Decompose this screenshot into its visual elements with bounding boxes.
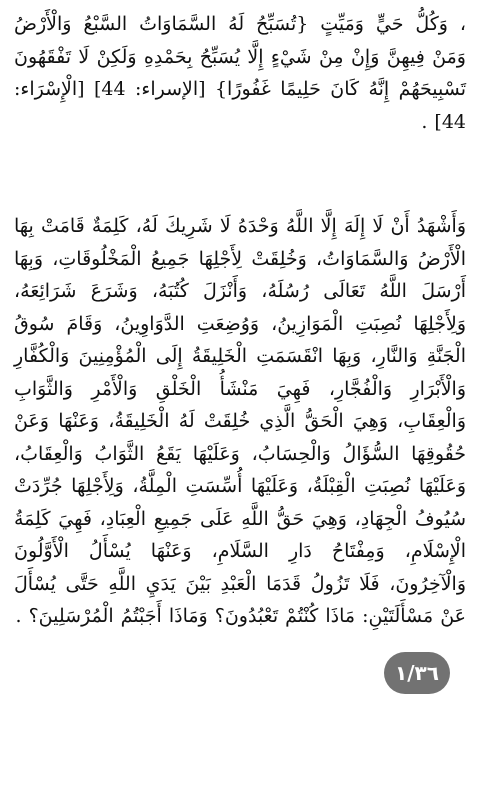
paragraph-shahada: وَأَشْهَدُ أَنْ لَا إِلَهَ إِلَّا اللَّهُ وَحْدَهُ لَا شَرِيكَ لَهُ، كَلِمَةٌ قَامَتْ بِهَا الْأَرْضُ وَالسَّمَاوَاتُ، وَخُلِقَتْ لِأَجْلِهَا جَمِيعُ الْمَخْلُوقَاتِ، وَبِهَا أَرْسَلَ اللَّهُ تَعَالَى رُسُلَهُ، وَأَنْزَلَ كُتُبَهُ، وَشَرَعَ شَرَائِعَهُ، وَلِأَجْلِهَا نُصِبَتِ الْمَوَازِينُ، وَوُضِعَتِ الدَّوَاوِينُ، وَقَامَ سُوقُ الْجَنَّةِ وَالنَّارِ، وَبِهَا انْقَسَمَتِ الْخَلِيقَةُ إِلَى الْمُؤْمِنِينَ وَالْكُفَّارِ وَالْأَبْرَارِ وَالْفُجَّارِ، فَهِيَ مَنْشَأُ الْخَلْقِ وَالْأَمْرِ وَالثَّوَابِ وَالْعِقَابِ، وَهِيَ الْحَقُّ الَّذِي خُلِقَتْ لَهُ الْخَلِيقَةُ، وَعَنْهَا وَعَنْ حُقُوقِهَا السُّؤَالُ وَالْحِسَابُ، وَعَلَيْهَا يَقَعُ الثَّوَابُ وَالْعِقَابُ، وَعَلَيْهَا نُصِبَتِ الْقِبْلَةُ، وَعَلَيْهَا أُسِّسَتِ الْمِلَّةُ، وَلِأَجْلِهَا جُرِّدَتْ سُيُوفُ الْجِهَادِ، وَهِيَ حَقُّ اللَّهِ عَلَى جَمِيعِ الْعِبَادِ، فَهِيَ كَلِمَةُ الْإِسْلَامِ، وَمِفْتَاحُ دَارِ السَّلَامِ، وَعَنْهَا يُسْأَلُ الْأَوَّلُونَ وَالْآخِرُونَ، فَلَا تَزُولُ قَدَمَا الْعَبْدِ بَيْنَ يَدَيِ اللَّهِ حَتَّى يُسْأَلَ عَنْ مَسْأَلَتَيْنِ: مَاذَا كُنْتُمْ تَعْبُدُونَ؟ وَمَاذَا أَجَبْتُمُ الْمُرْسَلِينَ؟ .	[14, 215, 466, 627]
page-number-badge[interactable]: ١/٣٦	[384, 652, 450, 694]
paragraph-quran-verse: ، وَكُلُّ حَيٍّ وَمَيِّتٍ {تُسَبِّحُ لَهُ السَّمَاوَاتُ السَّبْعُ وَالْأَرْضُ وَمَنْ فِيهِنَّ وَإِنْ مِنْ شَيْءٍ إِلَّا يُسَبِّحُ بِحَمْدِهِ وَلَكِنْ لَا تَفْقَهُونَ تَسْبِيحَهُمْ إِنَّهُ كَانَ حَلِيمًا غَفُورًا} [الإسراء: 44] [الْإِسْرَاء: 44] .	[14, 13, 466, 133]
